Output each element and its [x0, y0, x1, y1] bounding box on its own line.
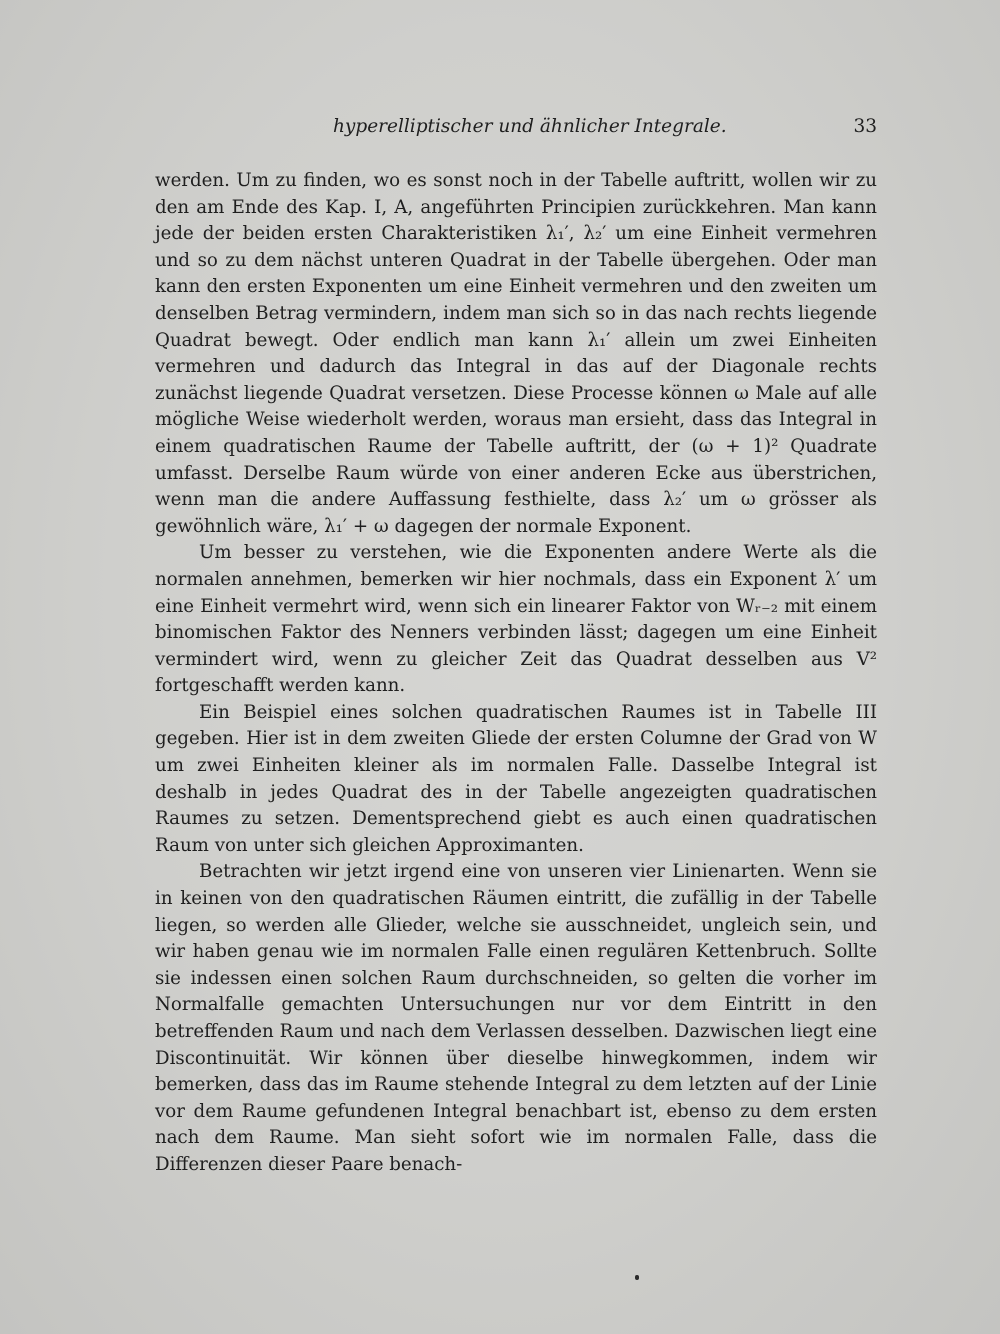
paragraph-2: Um besser zu verstehen, wie die Exponenten andere Werte als die normalen annehmen, bemerken wir hier nochmals, dass ein Exponent λ′ um eine Einheit vermehrt wird, wenn sich ein linearer Faktor von Wᵣ₋₂ mit einem binomischen Faktor des Nenners verbinden lässt; dagegen um eine Einheit vermindert wird, wenn zu gleicher Zeit das Quadrat desselben aus V² fortgeschafft werden kann.	[155, 542, 877, 697]
running-title: hyperelliptischer und ähnlicher Integrale.	[333, 116, 727, 137]
ink-speck	[635, 1275, 639, 1280]
paragraph-3: Ein Beispiel eines solchen quadratischen Raumes ist in Tabelle III gegeben. Hier ist in dem zweiten Gliede der ersten Columne der Grad von W um zwei Einheiten kleiner als im normalen Falle. Dasselbe Integral ist deshalb in jedes Quadrat des in der Tabelle angezeigten quadratischen Raumes zu setzen. Dementsprechend giebt es auch einen quadratischen Raum von unter sich gleichen Approximanten.	[155, 701, 877, 856]
page-number: 33	[853, 116, 877, 137]
body-text	[155, 168, 877, 1179]
paragraph-1: werden. Um zu finden, wo es sonst noch in der Tabelle auftritt, wollen wir zu den am Ende des Kap. I, A, angeführten Principien zurückkehren. Man kann jede der beiden ersten Charakteristiken λ₁′, λ₂′ um eine Einheit vermehren und so zu dem nächst unteren Quadrat in der Tabelle übergehen. Oder man kann den ersten Exponenten um eine Einheit vermehren und den zweiten um denselben Betrag vermindern, indem man sich so in das nach rechts liegende Quadrat bewegt. Oder endlich man kann λ₁′ allein um zwei Einheiten vermehren und dadurch das Integral in das auf der Diagonale rechts zunächst liegende Quadrat versetzen. Diese Processe können ω Male auf alle mögliche Weise wiederholt werden, woraus man ersieht, dass das Integral in einem quadratischen Raume der Tabelle auftritt, der (ω + 1)² Quadrate umfasst. Derselbe Raum würde von einer anderen Ecke aus überstrichen, wenn man die andere Auffassung festhielte, dass λ₂′ um ω grösser als gewöhnlich wäre, λ₁′ + ω dagegen der normale Exponent.	[155, 170, 877, 537]
paragraph-4: Betrachten wir jetzt irgend eine von unseren vier Linienarten. Wenn sie in keinen von den quadratischen Räumen eintritt, die zufällig in der Tabelle liegen, so werden alle Glieder, welche sie ausschneidet, ungleich sein, und wir haben genau wie im normalen Falle einen regulären Kettenbruch. Sollte sie indessen einen solchen Raum durchschneiden, so gelten die vorher im Normalfalle gemachten Untersuchungen nur vor dem Eintritt in den betreffenden Raum und nach dem Verlassen desselben. Dazwischen liegt eine Discontinuität. Wir können über dieselbe hinwegkommen, indem wir bemerken, dass das im Raume stehende Integral zu dem letzten auf der Linie vor dem Raume gefundenen Integral benachbart ist, ebenso zu dem ersten nach dem Raume. Man sieht sofort wie im normalen Falle, dass die Differenzen dieser Paare benach-	[155, 861, 877, 1175]
running-header	[155, 116, 877, 144]
